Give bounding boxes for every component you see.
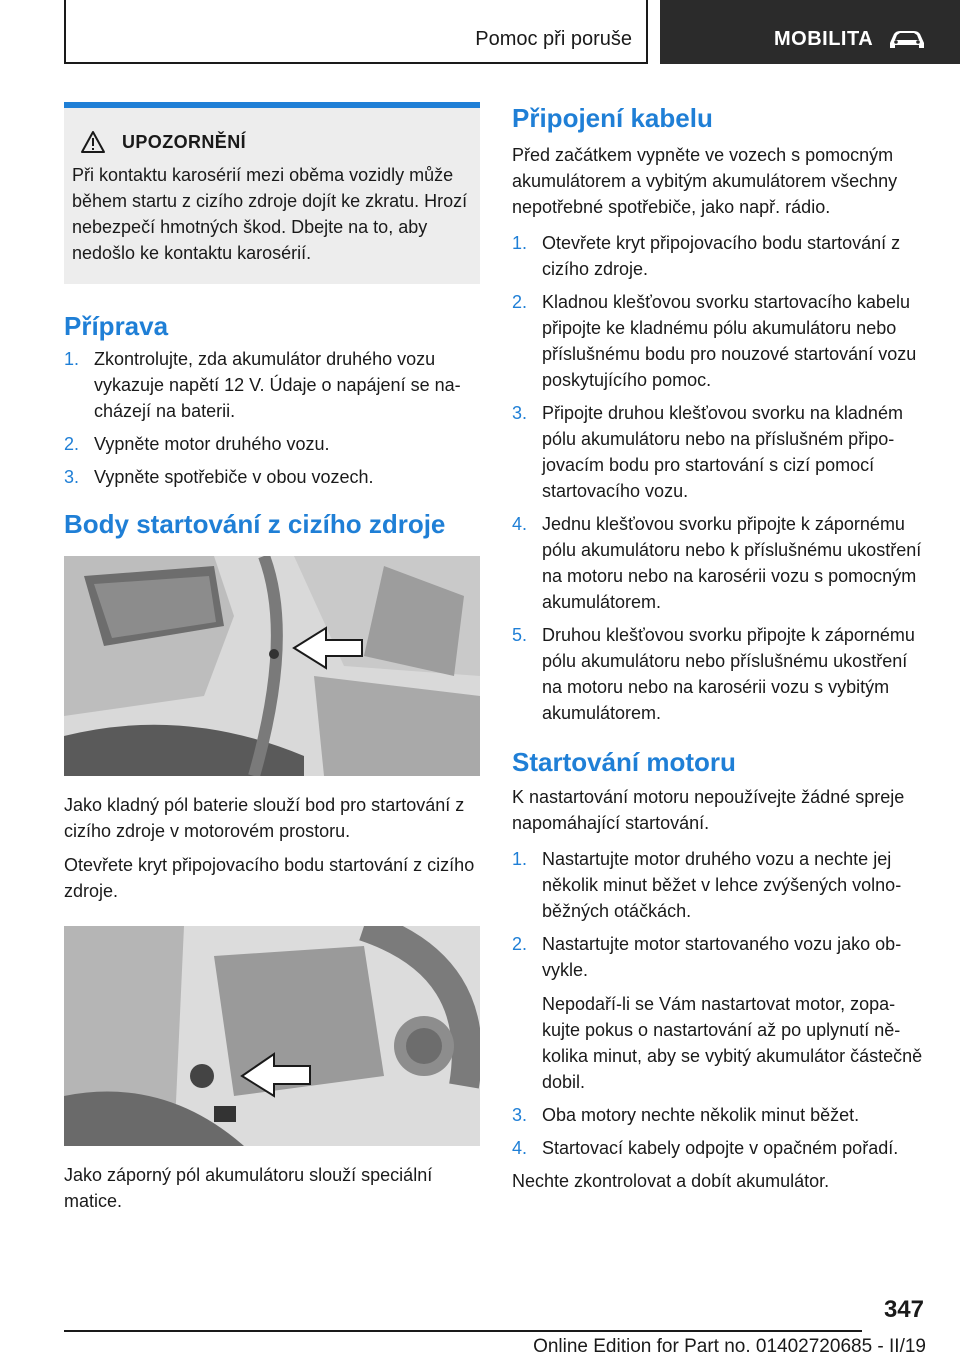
heading-startovani-motoru: Startování motoru <box>512 747 736 777</box>
header-section-title: Pomoc při poruše <box>475 28 632 50</box>
warning-box <box>64 102 480 284</box>
startovani-intro: K nastartování motoru nepoužívejte žádné spreje napomáhající startování. <box>512 787 905 833</box>
list-item: 1. Otevřete kryt připojovacího bodu startování z cizího zdroje. <box>512 233 901 279</box>
right-column <box>512 102 926 1194</box>
list-item: 3. Připojte druhou klešťovou svorku na kladném pólu akumulátoru nebo na příslušném připojovacím bodu pro startování s cizí pomocí startovacího vozu. <box>512 403 903 501</box>
header-section-frame <box>64 0 648 64</box>
warning-title: UPOZORNĚNÍ <box>122 131 247 152</box>
startovani-steps <box>512 846 926 1161</box>
list-item: 1. Nastartujte motor druhého vozu a nechte jej několik minut běžet v lehce zvýšených volnoběžných otáčkách. <box>512 849 902 921</box>
pripojeni-intro: Před začátkem vypněte ve vozech s pomocným akumulátorem a vybitým akumulátorem všechny nepotřebné spotřebiče, jako např. rádio. <box>512 145 898 217</box>
list-item: 2. Nastartujte motor startovaného vozu jako obvykle. Nepodaří-li se Vám nastartovat motor, zopakujte pokus o nastartování až po uplynutí několika minut, aby se vybitý akumulátor částečně dobil. <box>512 931 926 1095</box>
list-item: 3. Oba motory nechte několik minut běžet. <box>512 1105 860 1125</box>
left-column <box>64 102 480 1214</box>
header-chapter-tab <box>660 0 960 64</box>
heading-body-startovani: Body startování z cizího zdroje <box>64 509 446 539</box>
warning-text: Při kontaktu karosérií mezi oběma vozidly může během startu z cizího zdroje dojít ke zkratu. Hrozí nebezpečí hmotných škod. Dbejte na to, aby nedošlo ke kontaktu karosérií. <box>72 165 468 263</box>
page-number: 347 <box>883 1296 924 1323</box>
warning-title-row <box>72 130 468 154</box>
list-item: 4. Jednu klešťovou svorku připojte k zápornému pólu akumulátoru nebo k příslušnému ukostření na motoru nebo na karosérii vozu s pomocným akumulátorem. <box>512 514 922 612</box>
caption-open-cover: Otevřete kryt připojovacího bodu startování z cizího zdroje. <box>64 855 475 901</box>
caption-negative-pole: Jako záporný pól akumulátoru slouží speciální matice. <box>64 1165 433 1211</box>
header-chapter-label: MOBILITA <box>774 28 874 50</box>
pripojeni-steps <box>512 230 926 726</box>
car-icon <box>886 29 928 51</box>
footer-divider <box>64 1330 862 1332</box>
heading-pripojeni-kabelu: Připojení kabelu <box>512 103 713 133</box>
footer-edition: Online Edition for Part no. 01402720685 - II/19 <box>533 1336 926 1357</box>
list-item: 2. Vypněte motor druhého vozu. <box>64 434 330 454</box>
engine-bay-photo-positive <box>64 556 480 776</box>
caption-positive-pole: Jako kladný pól baterie slouží bod pro startování z cizího zdroje v motorovém prostoru. <box>64 795 465 841</box>
engine-bay-photo-negative <box>64 926 480 1146</box>
warning-triangle-icon <box>80 130 106 154</box>
list-item: 2. Kladnou klešťovou svorku startovacího kabelu připojte ke kladnému pólu akumulátoru nebo příslušnému bodu pro nouzové startování vozu poskytujícího pomoc. <box>512 292 917 390</box>
list-item: 1. Zkontrolujte, zda akumulátor druhého vozu vykazuje napětí 12 V. Údaje o napájení se nacházejí na baterii. <box>64 349 461 421</box>
list-item: 4. Startovací kabely odpojte v opačném pořadí. <box>512 1138 899 1158</box>
startovani-outro: Nechte zkontrolovat a dobít akumulátor. <box>512 1171 830 1191</box>
list-item: 5. Druhou klešťovou svorku připojte k zápornému pólu akumulátoru nebo příslušnému ukostření na motoru nebo na karosérii vozu s vybitým akumulátorem. <box>512 625 915 723</box>
priprava-steps <box>64 346 480 490</box>
list-item: 3. Vypněte spotřebiče v obou vozech. <box>64 467 374 487</box>
list-item-note: Nepodaří-li se Vám nastartovat motor, zopakujte pokus o nastartování až po uplynutí několika minut, aby se vybitý akumulátor částečně dobil. <box>542 994 923 1092</box>
heading-priprava: Příprava <box>64 311 169 341</box>
